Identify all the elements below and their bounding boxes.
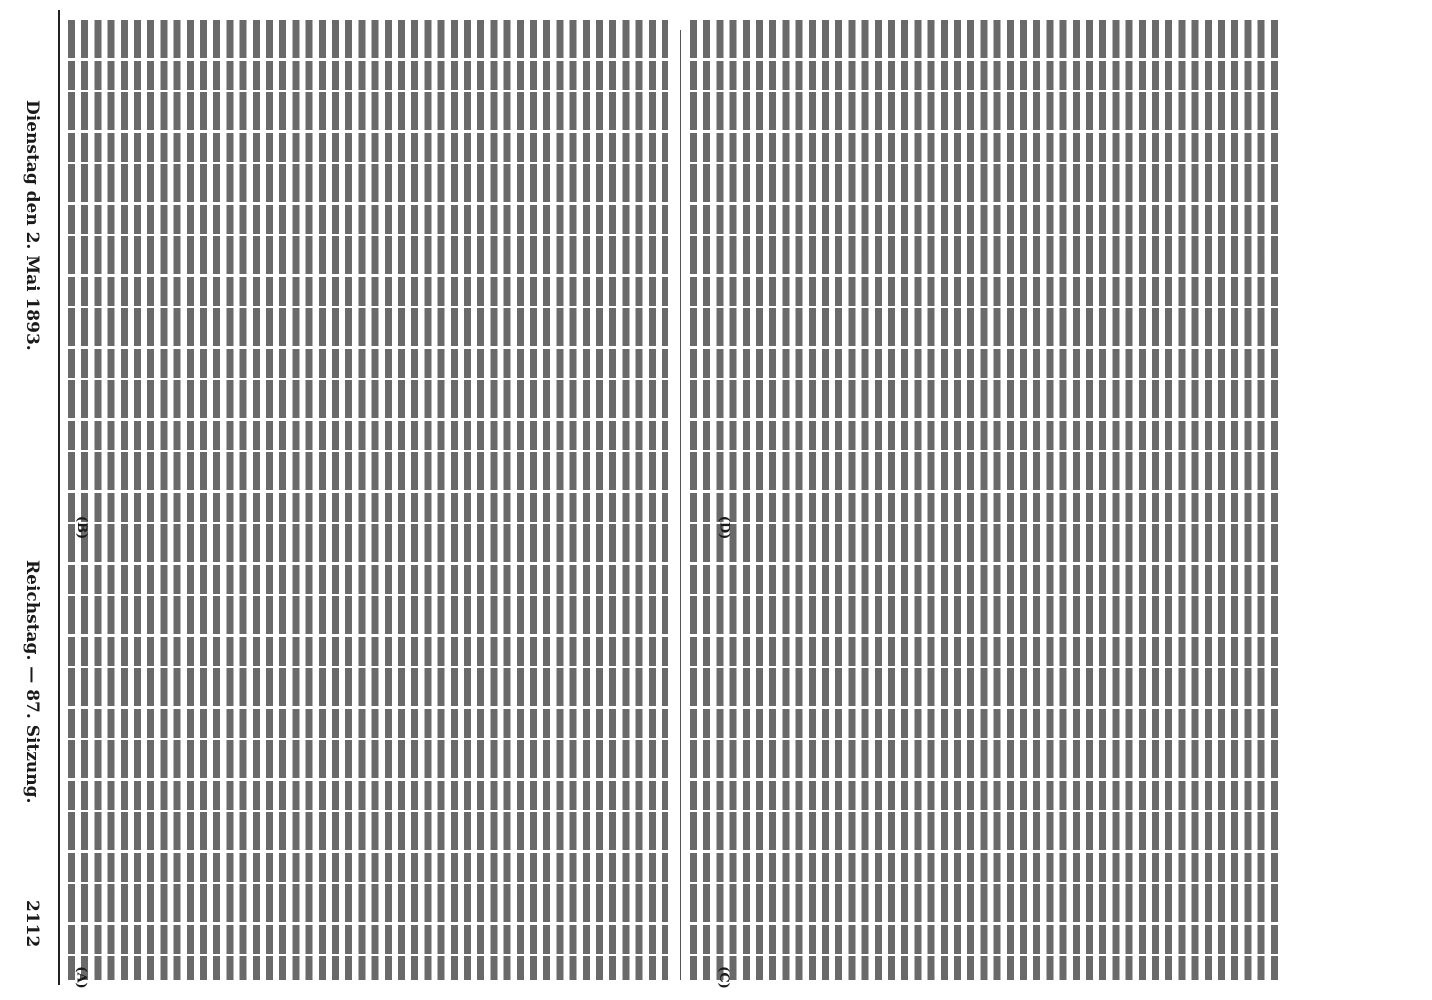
- page-number: 2112: [22, 900, 42, 948]
- column-divider: [680, 30, 681, 980]
- header-title: Reichstag. — 87. Sitzung.: [22, 560, 42, 804]
- text-column-left: [68, 20, 668, 980]
- margin-marker-c: (C): [715, 966, 731, 989]
- header-rule: [58, 10, 60, 985]
- text-column-right: [690, 20, 1280, 980]
- margin-marker-d: (D): [716, 515, 732, 540]
- credit-sidebar: [1372, 0, 1432, 1000]
- running-header: [8, 40, 48, 980]
- margin-marker-a: (A): [73, 966, 89, 989]
- header-date: Dienstag den 2. Mai 1893.: [22, 100, 42, 351]
- margin-marker-b: (B): [74, 515, 90, 540]
